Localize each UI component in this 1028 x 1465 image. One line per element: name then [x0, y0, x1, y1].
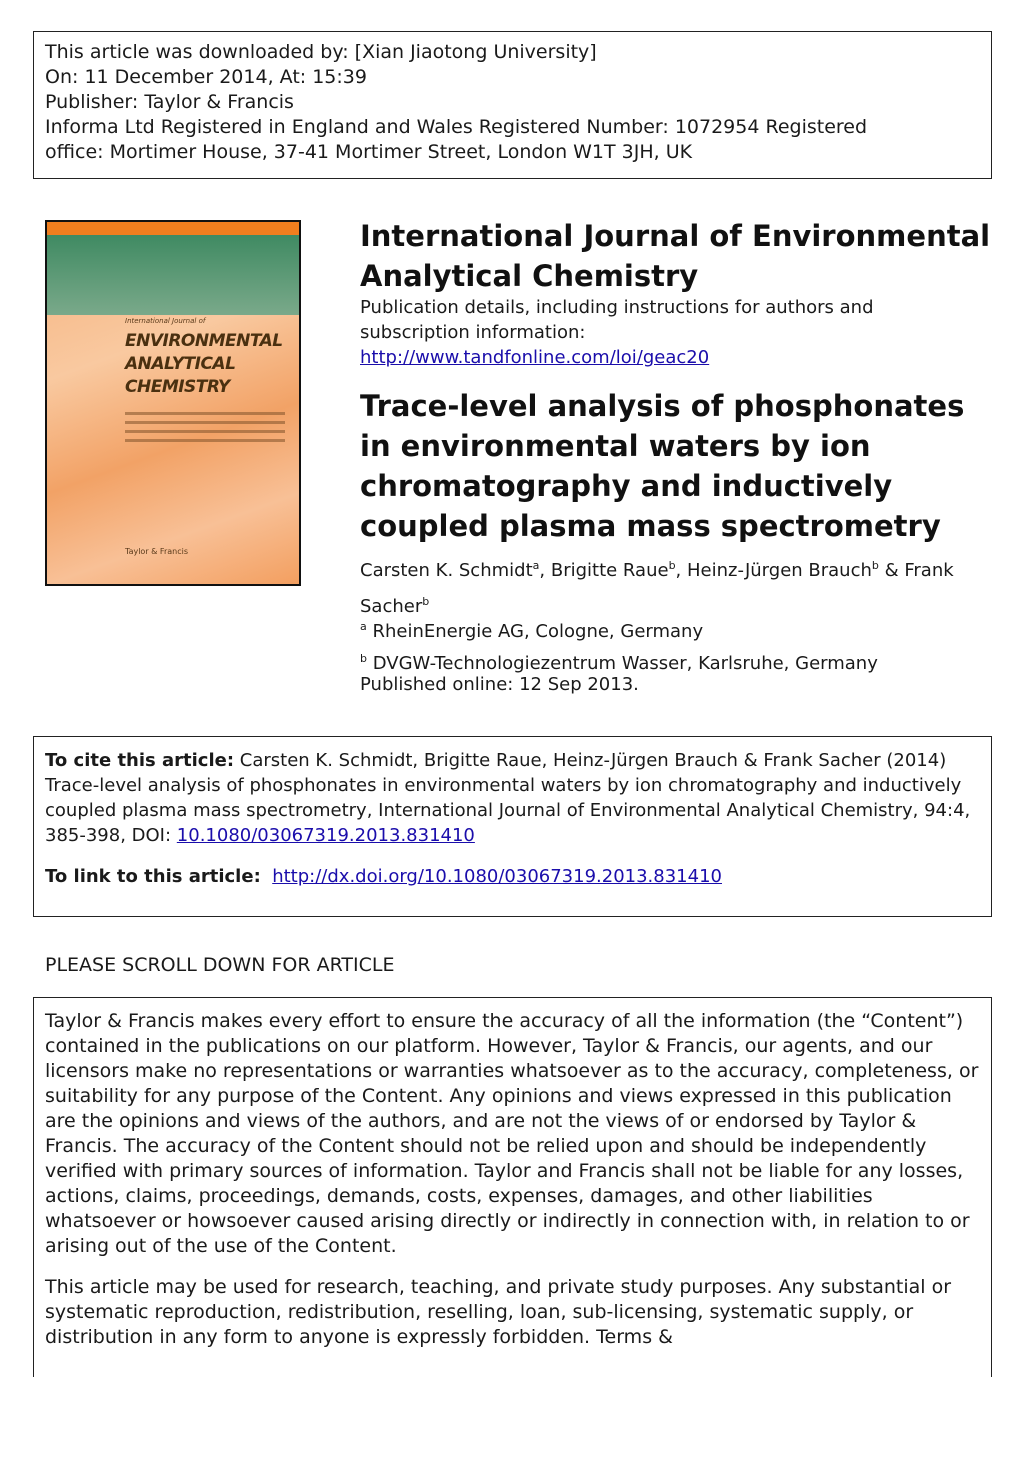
download-line-2: On: 11 December 2014, At: 15:39	[45, 66, 367, 88]
author-name: Heinz-Jürgen Brauch	[687, 560, 872, 581]
citation-box	[33, 736, 992, 917]
published-online: Published online: 12 Sep 2013.	[360, 674, 639, 695]
disclaimer-box	[33, 997, 992, 1377]
cover-title-line-1: ENVIRONMENTAL	[125, 331, 283, 351]
cite-label: To cite this article:	[45, 750, 235, 771]
authors-list: Carsten K. Schmidt$^a$, Brigitte Raue$^b$, Heinz-Jürgen Brauch$^b$ & Frank Sacher$^b$	[360, 559, 954, 617]
download-info-box	[33, 31, 992, 179]
journal-link[interactable]	[360, 345, 709, 370]
affiliation-b-mark: b	[360, 652, 367, 665]
publication-details: Publication details, including instructions for authors and subscription information:	[360, 297, 874, 343]
affiliation-a-mark: a	[360, 620, 367, 633]
cover-green-band	[47, 235, 299, 315]
article-link-line	[45, 864, 980, 889]
scroll-down-note: PLEASE SCROLL DOWN FOR ARTICLE	[45, 954, 395, 976]
citation-text	[45, 748, 980, 848]
affiliation-mark: b	[871, 559, 879, 572]
cite-body: Carsten K. Schmidt, Brigitte Raue, Heinz-Jürgen Brauch & Frank Sacher (2014) Trace-level analysis of phosphonates in environmental waters by ion chromatography and inductively coupled plasma mass spectrometry, International Journal of Environmental Analytical Chemistry, 94:4, 385-398, DOI:	[45, 750, 971, 846]
affiliation-mark: b	[668, 559, 676, 572]
link-label: To link to this article:	[45, 866, 261, 887]
affiliation-mark: a	[532, 559, 540, 572]
article-doi-url-link[interactable]: http://dx.doi.org/10.1080/03067319.2013.831410	[272, 866, 722, 887]
disclaimer-paragraph-2: This article may be used for research, teaching, and private study purposes. Any substantial or systematic reproduction, redistribution, reselling, loan, sub-licensing, systematic supply, or distribution in any form to anyone is expressly forbidden. Terms &	[45, 1276, 952, 1348]
author-name: Carsten K. Schmidt	[360, 560, 533, 581]
cover-title-line-2: ANALYTICAL	[125, 354, 236, 374]
author-name: Brigitte Raue	[550, 560, 669, 581]
affiliation-a-text: RheinEnergie AG, Cologne, Germany	[372, 621, 704, 642]
doi-link[interactable]: 10.1080/03067319.2013.831410	[176, 825, 475, 846]
cover-publisher-logo: Taylor & Francis	[125, 547, 188, 556]
cover-title-line-3: CHEMISTRY	[125, 377, 230, 397]
journal-url-link[interactable]: http://www.tandfonline.com/loi/geac20	[360, 347, 710, 368]
affiliation-mark: b	[422, 595, 430, 608]
download-line-3: Publisher: Taylor & Francis	[45, 91, 294, 113]
download-line-1: This article was downloaded by: [Xian Jiaotong University]	[45, 41, 597, 63]
article-title: Trace-level analysis of phosphonates in environmental waters by ion chromatography and inductively coupled plasma mass spectrometry	[360, 389, 965, 543]
author-name: Frank Sacher	[360, 560, 954, 617]
cover-small-text: International Journal of	[125, 317, 206, 325]
cover-title	[125, 330, 283, 399]
download-line-4: Informa Ltd Registered in England and Wales Registered Number: 1072954 Registered	[45, 116, 868, 138]
affiliation-b-text: DVGW-Technologiezentrum Wasser, Karlsruhe, Germany	[372, 653, 878, 674]
disclaimer-paragraph-1: Taylor & Francis makes every effort to ensure the accuracy of all the information (the “Content”) contained in the publications on our platform. However, Taylor & Francis, our agents, and our licensors make no representations or warranties whatsoever as to the accuracy, completeness, or suitability for any purpose of the Content. Any opinions and views expressed in this publication are the opinions and views of the authors, and are not the views of or endorsed by Taylor & Francis. The accuracy of the Content should not be relied upon and should be independently verified with primary sources of information. Taylor and Francis shall not be liable for any losses, actions, claims, proceedings, demands, costs, expenses, damages, and other liabilities whatsoever or howsoever caused arising directly or indirectly in connection with, in relation to or arising out of the use of the Content.	[45, 1010, 979, 1257]
cover-text-lines	[125, 412, 285, 448]
affiliation-a	[360, 613, 703, 646]
journal-cover-image	[45, 220, 301, 586]
journal-title: International Journal of Environmental Analytical Chemistry	[360, 219, 991, 293]
download-line-5: office: Mortimer House, 37-41 Mortimer Street, London W1T 3JH, UK	[45, 141, 693, 163]
cover-top-bar	[47, 222, 299, 235]
